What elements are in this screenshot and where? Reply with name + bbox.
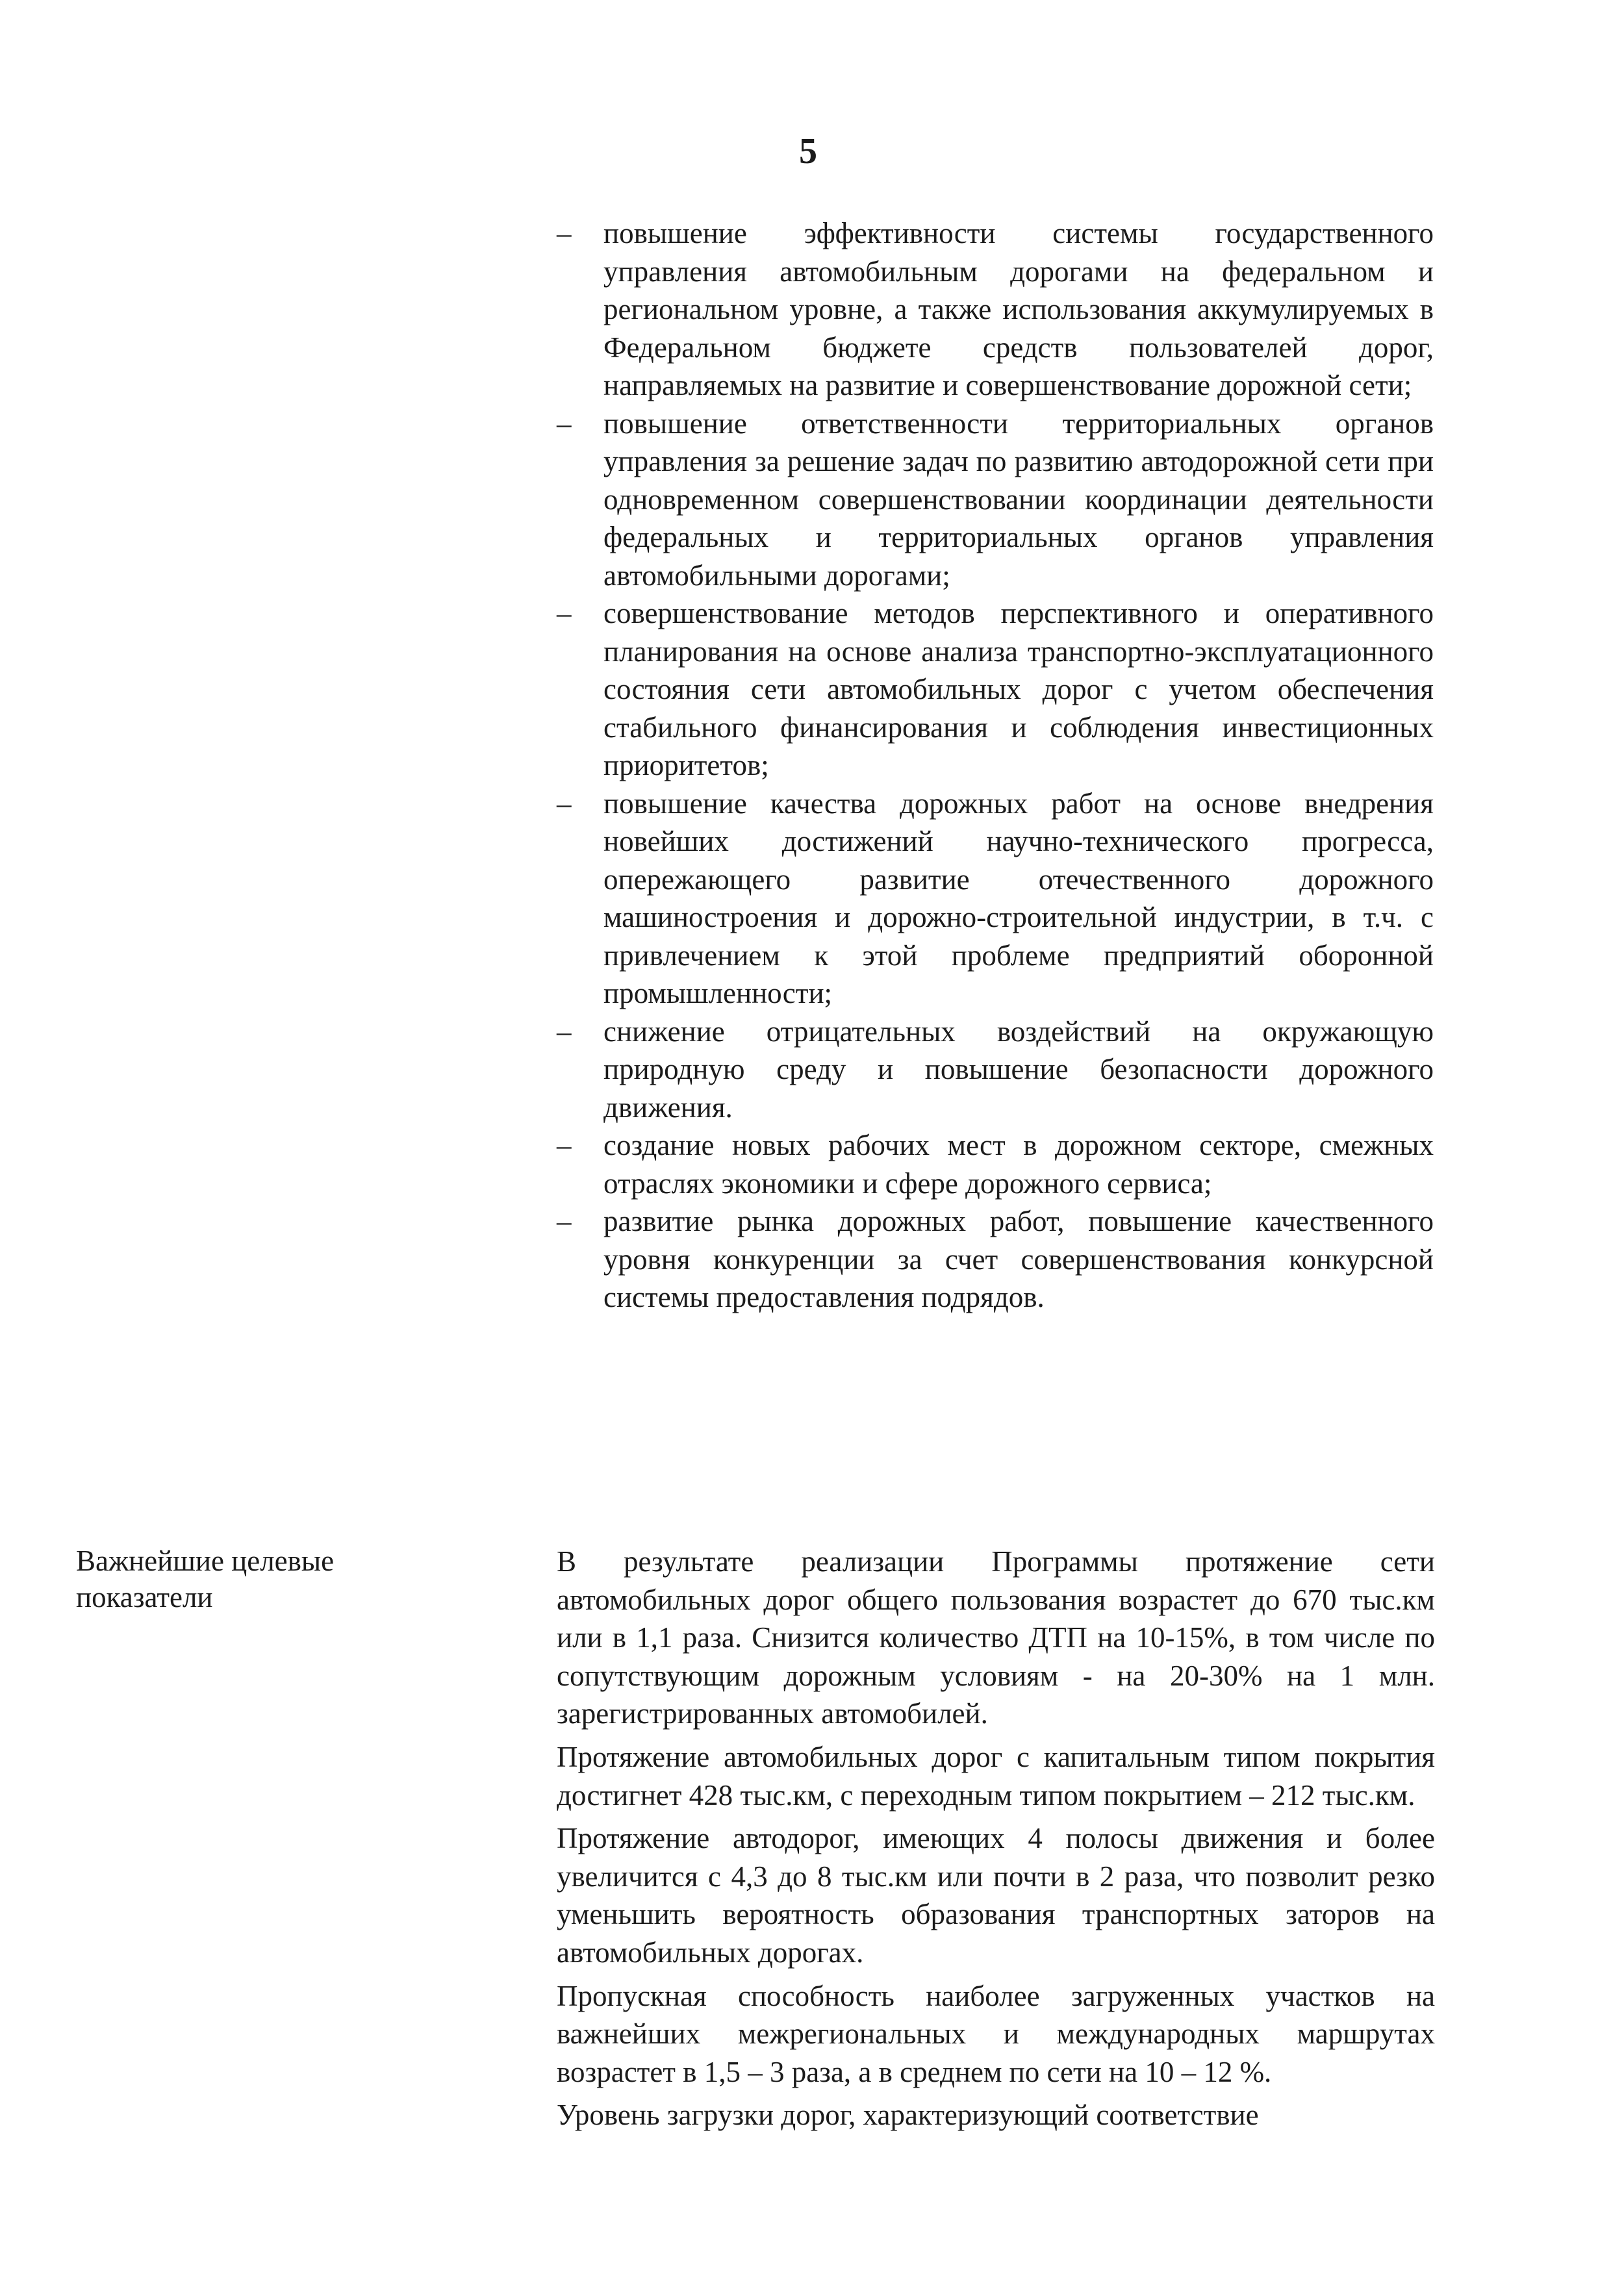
dash-marker: –: [557, 217, 572, 249]
list-item: [557, 405, 1434, 595]
section-label-line: Важнейшие целевые: [76, 1545, 335, 1577]
dash-marker: –: [557, 1129, 572, 1161]
indicators-text: [557, 1543, 1435, 2140]
paragraph: В результате реализации Программы протяжение сети автомобильных дорог общего пользования возрастет до 670 тыс.км или в 1,1 раза. Снизится количество ДТП на 10-15%, в том числе по сопутствующим дорожным условиям - на 20-30% на 1 млн. зарегистрированных автомобилей.: [557, 1545, 1435, 1730]
list-item: [557, 1202, 1434, 1317]
dash-marker: –: [557, 407, 572, 440]
dash-marker: –: [557, 1015, 572, 1048]
list-item-text: повышение ответственности территориальных органов управления за решение задач по развитию автодорожной сети при одновременном совершенствовании координации деятельности федеральных и территориальных органов управления автомобильными дорогами;: [603, 407, 1434, 592]
paragraph: Протяжение автомобильных дорог с капитальным типом покрытия достигнет 428 тыс.км, с переходным типом покрытием – 212 тыс.км.: [557, 1740, 1435, 1812]
list-item-text: совершенствование методов перспективного и оперативного планирования на основе анализа транспортно-эксплуатационного состояния сети автомобильных дорог с учетом обеспечения стабильного финансирования и соблюдения инвестиционных приоритетов;: [603, 597, 1434, 781]
goals-bullet-list: [557, 214, 1434, 1317]
dash-marker: –: [557, 1205, 572, 1237]
list-item-text: повышение качества дорожных работ на основе внедрения новейших достижений научно-технического прогресса, опережающего развитие отечественного дорожного машиностроения и дорожно-строительной индустрии, в т.ч. с привлечением к этой проблеме предприятий оборонной промышленности;: [603, 787, 1434, 1009]
dash-marker: –: [557, 787, 572, 820]
paragraph: Пропускная способность наиболее загруженных участков на важнейших межрегиональных и международных маршрутах возрастет в 1,5 – 3 раза, а в среднем по сети на 10 – 12 %.: [557, 1979, 1435, 2088]
list-item-text: создание новых рабочих мест в дорожном секторе, смежных отраслях экономики и сфере дорожного сервиса;: [603, 1129, 1434, 1200]
paragraph: Уровень загрузки дорог, характеризующий соответствие: [557, 2099, 1259, 2132]
list-item-text: повышение эффективности системы государственного управления автомобильным дорогами на федеральном и региональном уровне, а также использования аккумулируемых в Федеральном бюджете средств пользователей дорог, направляемых на развитие и совершенствование дорожной сети;: [603, 217, 1434, 401]
list-item-text: развитие рынка дорожных работ, повышение качественного уровня конкуренции за счет совершенствования конкурсной системы предоставления подрядов.: [603, 1205, 1434, 1313]
list-item: [557, 1013, 1434, 1127]
list-item: [557, 214, 1434, 405]
page-number: 5: [799, 131, 817, 171]
list-item: [557, 594, 1434, 785]
list-item-text: снижение отрицательных воздействий на окружающую природную среду и повышение безопасности дорожного движения.: [603, 1015, 1434, 1124]
dash-marker: –: [557, 597, 572, 629]
section-label: [76, 1543, 414, 1615]
section-label-line: показатели: [76, 1581, 213, 1613]
list-item: [557, 1126, 1434, 1202]
list-item: [557, 785, 1434, 1013]
paragraph: Протяжение автодорог, имеющих 4 полосы движения и более увеличится с 4,3 до 8 тыс.км или почти в 2 раза, что позволит резко уменьшить вероятность образования транспортных заторов на автомобильных дорогах.: [557, 1822, 1435, 1969]
